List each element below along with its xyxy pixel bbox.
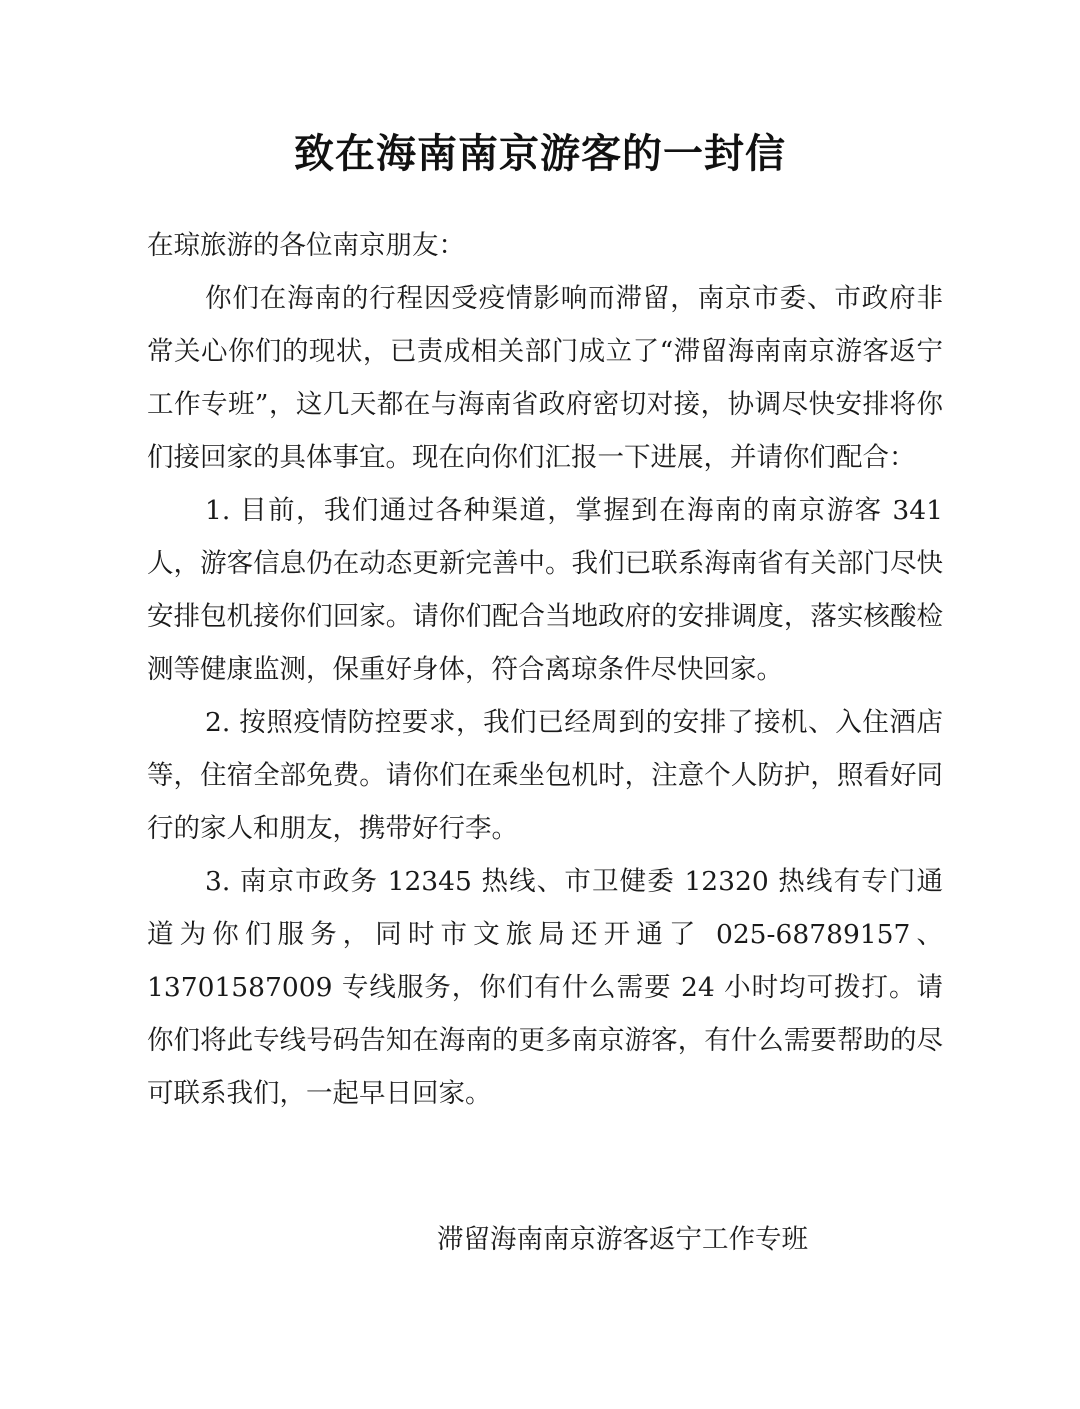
- paragraph-item-2: 2. 按照疫情防控要求，我们已经周到的安排了接机、入住酒店等，住宿全部免费。请你们在乘坐包机时，注意个人防护，照看好同行的家人和朋友，携带好行李。: [147, 707, 943, 844]
- paragraph-item-3: 3. 南京市政务 12345 热线、市卫健委 12320 热线有专门通道为你们服务，同时市文旅局还开通了 025-68789157、13701587009 专线服务，你们有什么需要 24 小时均可拨打。请你们将此专线号码告知在海南的更多南京游客，有什么需要帮助的尽可联系我们，一起早日回家。: [147, 866, 943, 1109]
- letter-body: [147, 219, 943, 1120]
- paragraph-item-1: 1. 目前，我们通过各种渠道，掌握到在海南的南京游客 341 人，游客信息仍在动态更新完善中。我们已联系海南省有关部门尽快安排包机接你们回家。请你们配合当地政府的安排调度，落实核酸检测等健康监测，保重好身体，符合离琼条件尽快回家。: [147, 495, 943, 685]
- paragraph-intro: 你们在海南的行程因受疫情影响而滞留，南京市委、市政府非常关心你们的现状，已责成相关部门成立了“滞留海南南京游客返宁工作专班”，这几天都在与海南省政府密切对接，协调尽快安排将你们接回家的具体事宜。现在向你们汇报一下进展，并请你们配合：: [147, 283, 943, 473]
- signature: 滞留海南南京游客返宁工作专班: [437, 1224, 808, 1255]
- salutation: 在琼旅游的各位南京朋友：: [147, 230, 465, 261]
- letter-title: 致在海南南京游客的一封信: [294, 130, 786, 177]
